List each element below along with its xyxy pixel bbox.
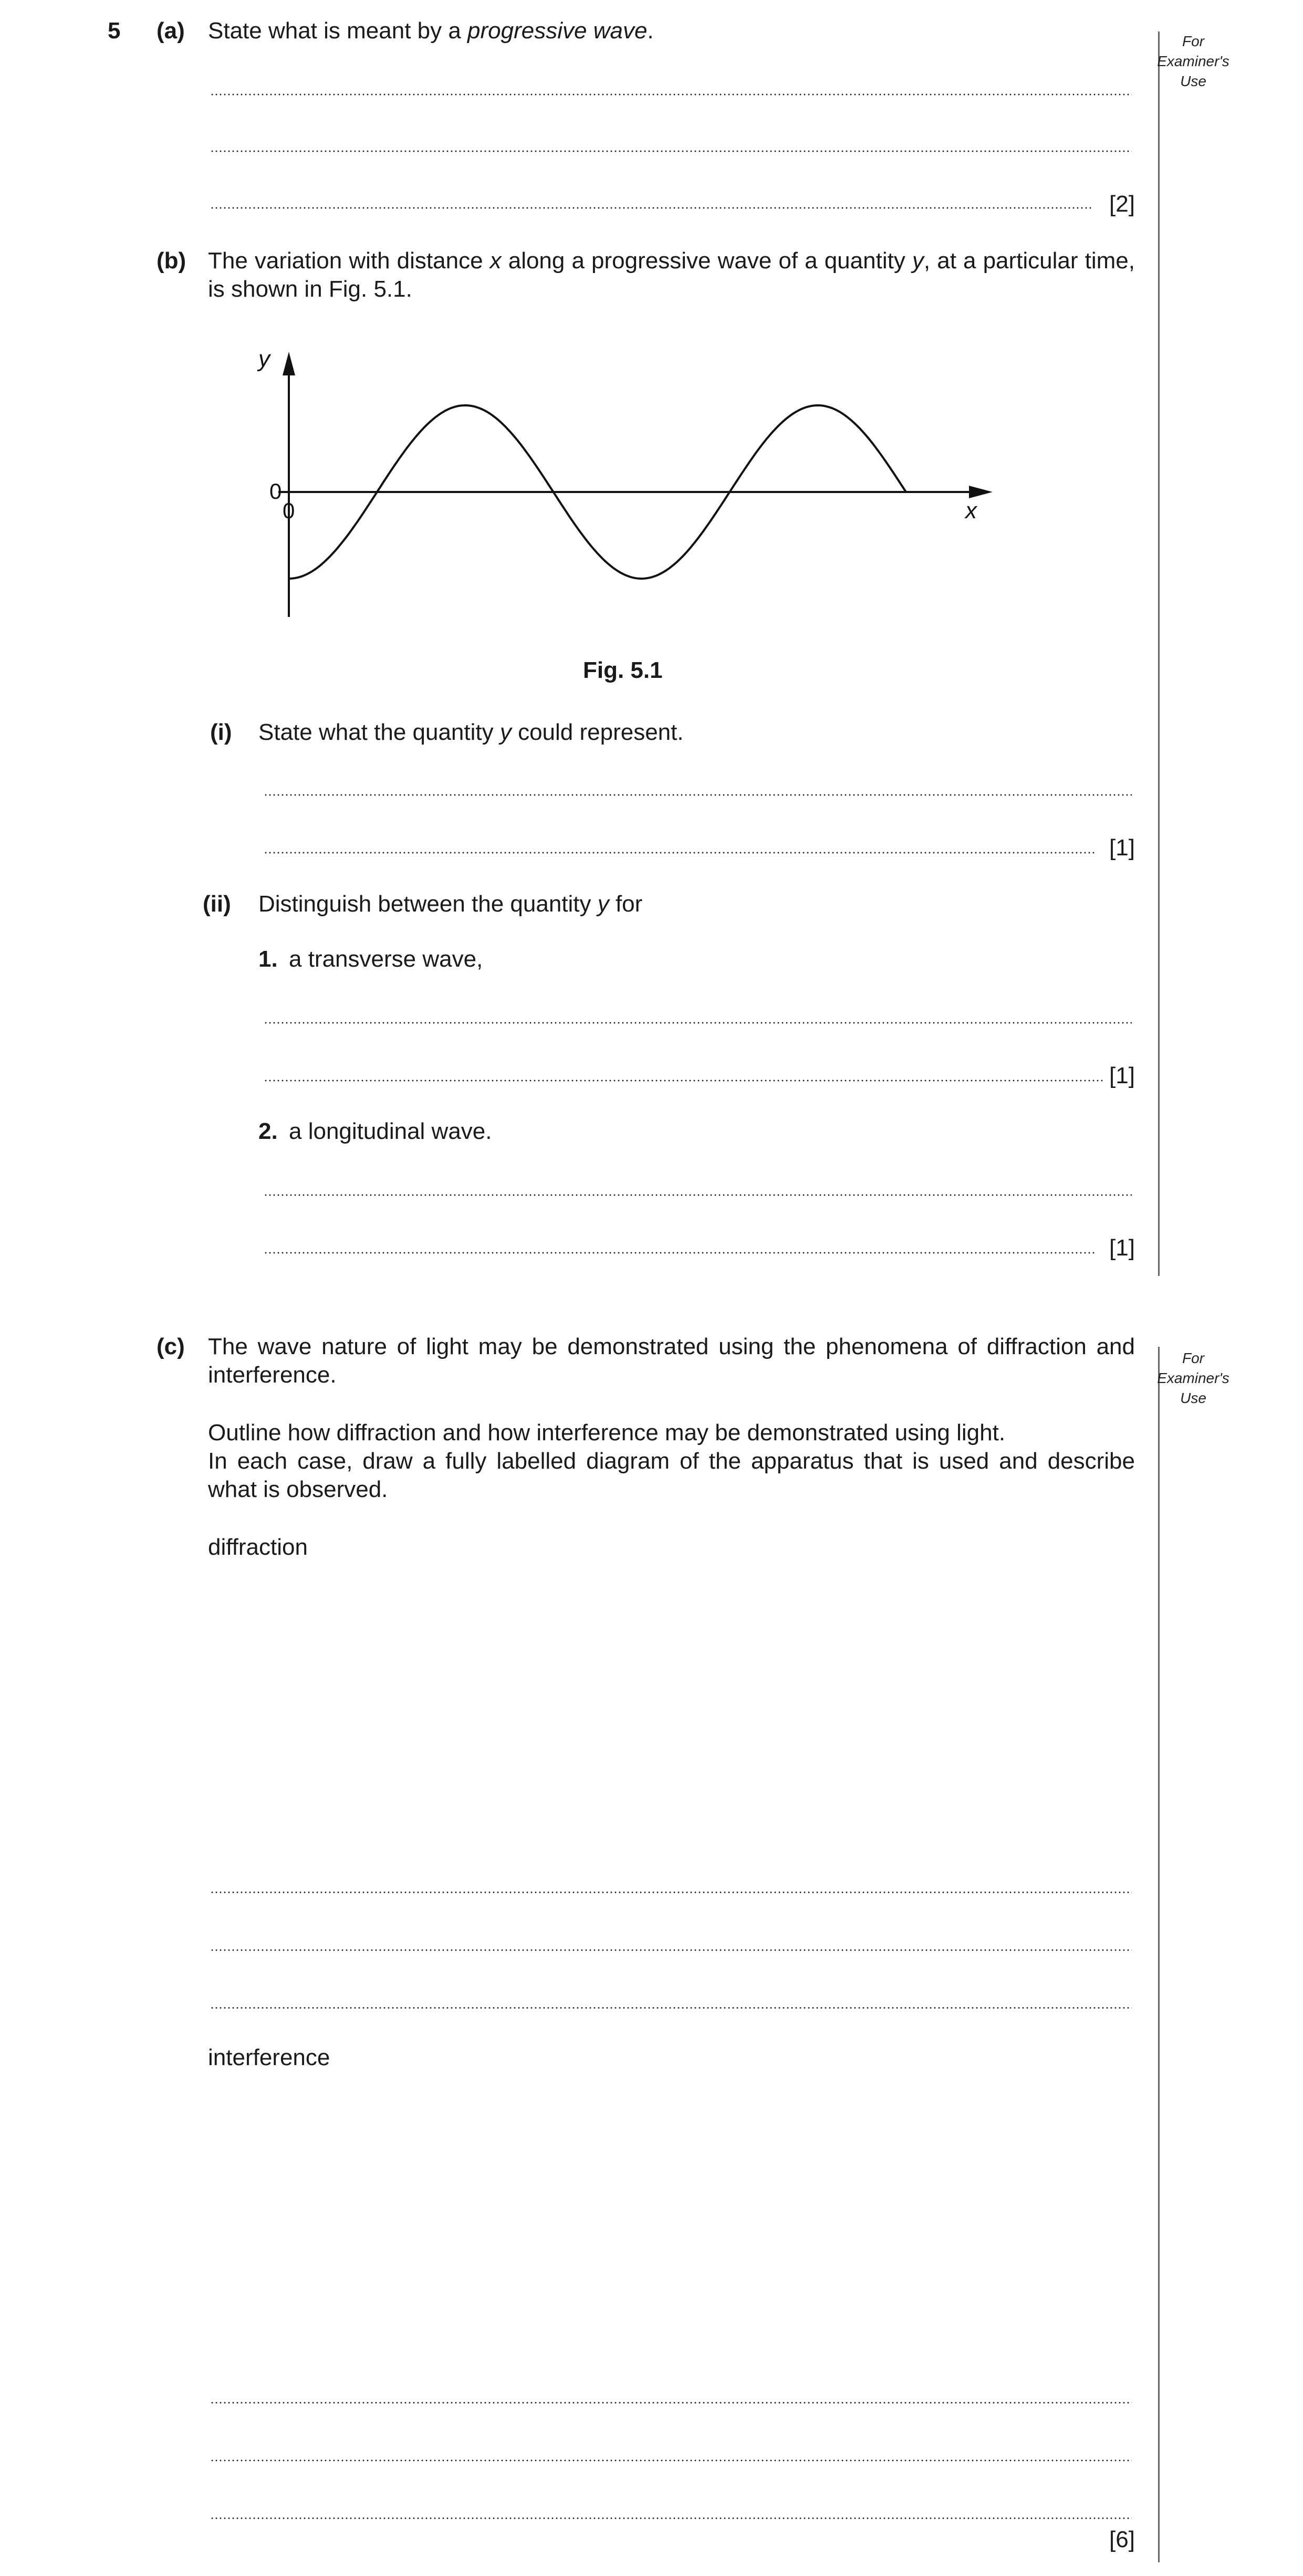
part-b-i-text-y: y: [499, 719, 512, 745]
answer-line-bi2[interactable]: [264, 852, 1095, 854]
answer-line-c-diff2[interactable]: [210, 1949, 1132, 1951]
diffraction-heading: diffraction: [208, 1534, 308, 1560]
part-b-ii-label: (ii): [203, 891, 231, 917]
answer-line-a1[interactable]: [210, 93, 1132, 96]
item-1-number: 1.: [258, 946, 278, 972]
part-b-ii-text-post: for: [609, 891, 643, 917]
y-origin-label: 0: [269, 479, 282, 504]
part-b-i-text-post: could represent.: [511, 719, 684, 745]
part-b-ii-text-y: y: [597, 891, 609, 917]
examiner-note-2: [1154, 1348, 1233, 1408]
answer-line-c-diff1[interactable]: [210, 1891, 1132, 1893]
examiner-margin-line: [1158, 32, 1160, 1276]
examiner-note-2-line1: For: [1182, 1350, 1204, 1366]
part-b-i-question: [258, 718, 684, 747]
part-b-text-2: along a progressive wave of a quantity: [501, 248, 912, 274]
figure-caption: Fig. 5.1: [583, 657, 663, 683]
answer-line-bi1[interactable]: [264, 794, 1132, 796]
item-2-mark: [1]: [1109, 1235, 1135, 1261]
part-b-i-text-pre: State what the quantity: [258, 719, 500, 745]
examiner-note: [1154, 32, 1233, 91]
examiner-note-line3: Use: [1180, 73, 1206, 89]
diffraction-drawing-area[interactable]: [208, 1570, 1132, 1848]
y-axis-arrow: [283, 352, 295, 375]
part-a-mark: [2]: [1109, 191, 1135, 217]
part-a-text-pre: State what is meant by a: [208, 18, 468, 44]
answer-line-bii2b[interactable]: [264, 1252, 1095, 1254]
x-origin-label: 0: [283, 498, 295, 523]
part-c-instruction: In each case, draw a fully labelled diagram of the apparatus that is used and describe what is observed.: [208, 1448, 1135, 1502]
item-1-mark: [1]: [1109, 1063, 1135, 1088]
interference-heading: interference: [208, 2045, 330, 2070]
item-1-text: a transverse wave,: [289, 946, 483, 972]
answer-line-bii2a[interactable]: [264, 1194, 1132, 1196]
part-b-question: [208, 247, 1135, 303]
part-b-ii-text-pre: Distinguish between the quantity: [258, 891, 598, 917]
part-b-text-3: , at a particular time, is shown in Fig. 5.1.: [208, 248, 1135, 302]
examiner-note-2-line3: Use: [1180, 1390, 1206, 1406]
item-2-number: 2.: [258, 1118, 278, 1144]
part-b-text-y: y: [912, 248, 924, 274]
part-a-question: [208, 17, 654, 45]
x-axis-arrow: [969, 486, 993, 498]
examiner-note-line2: Examiner's: [1157, 53, 1229, 69]
part-b-i-mark: [1]: [1109, 835, 1135, 861]
examiner-margin-line-2: [1158, 1347, 1160, 2562]
answer-line-c-int3[interactable]: [210, 2517, 1132, 2519]
y-axis-label: y: [258, 346, 270, 372]
part-b-text-1: The variation with distance: [208, 248, 490, 274]
part-a-text-post: .: [647, 18, 654, 44]
part-c-label: (c): [157, 1334, 185, 1359]
answer-line-a2[interactable]: [210, 150, 1132, 152]
interference-drawing-area[interactable]: [208, 2079, 1132, 2358]
answer-line-c-diff3[interactable]: [210, 2007, 1132, 2009]
answer-line-a3[interactable]: [210, 207, 1092, 209]
part-b-i-label: (i): [210, 719, 232, 745]
part-b-ii-question: [258, 890, 642, 918]
part-c-mark: [6]: [1109, 2527, 1135, 2552]
x-axis-label: x: [965, 498, 977, 523]
question-number: 5: [108, 18, 121, 44]
answer-line-bii1a[interactable]: [264, 1022, 1132, 1024]
examiner-note-2-line2: Examiner's: [1157, 1370, 1229, 1386]
answer-line-c-int2[interactable]: [210, 2459, 1132, 2462]
part-a-label: (a): [157, 18, 185, 44]
figure-5-1: [236, 336, 998, 630]
answer-line-bii1b[interactable]: [264, 1080, 1103, 1082]
part-b-text-x: x: [489, 248, 502, 274]
item-2-text: a longitudinal wave.: [289, 1118, 492, 1144]
answer-line-c-int1[interactable]: [210, 2402, 1132, 2404]
part-a-text-em: progressive wave: [467, 18, 648, 44]
part-c-intro: The wave nature of light may be demonstrated using the phenomena of diffraction and interference.: [208, 1334, 1135, 1388]
part-b-label: (b): [157, 248, 186, 274]
part-c-outline: Outline how diffraction and how interference may be demonstrated using light.: [208, 1420, 1006, 1446]
examiner-note-line1: For: [1182, 33, 1204, 49]
